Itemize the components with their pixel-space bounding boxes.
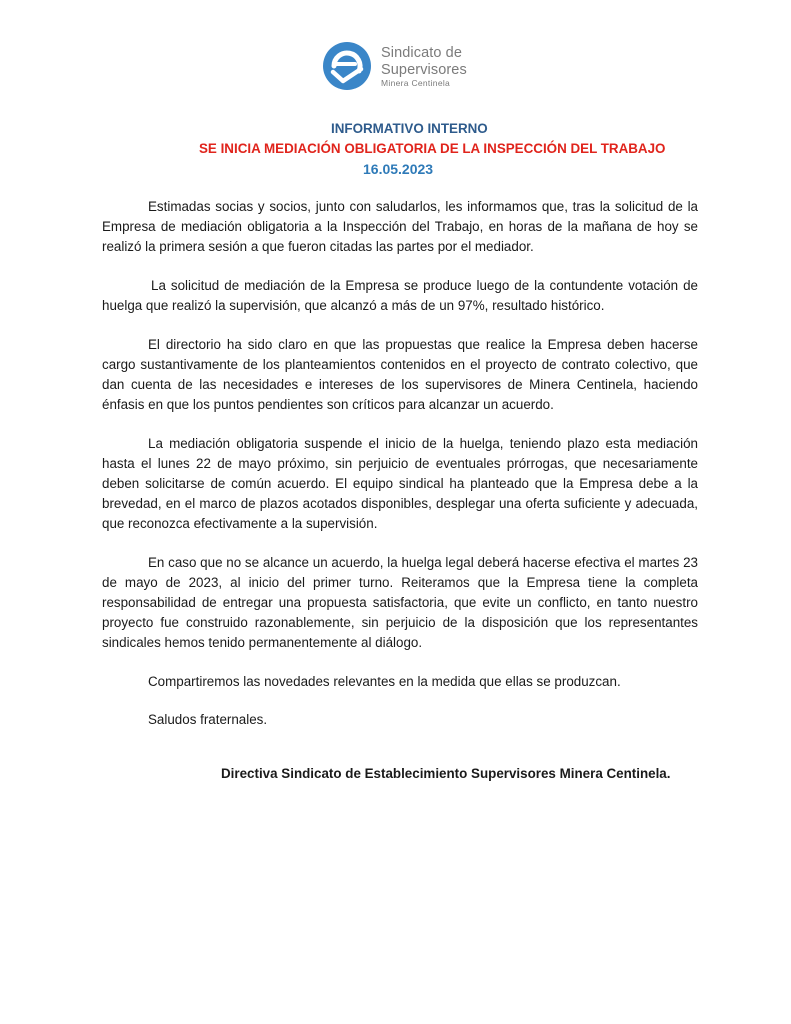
union-logo: [321, 40, 481, 96]
signature: Directiva Sindicato de Establecimiento Supervisores Minera Centinela.: [221, 766, 671, 781]
paragraph: La mediación obligatoria suspende el inicio de la huelga, teniendo plazo esta mediación hasta el lunes 22 de mayo próximo, sin perjuicio de eventuales prórrogas, que necesariamente deben solicitarse de común acuerdo. El equipo sindical ha planteado que la Empresa debe a la brevedad, en el marco de plazos acotados disponibles, desplegar una oferta suficiente y adecuada, que reconozca efectivamente a la supervisión.: [102, 436, 698, 531]
document-label: INFORMATIVO INTERNO: [331, 121, 488, 136]
document-body: [102, 197, 698, 748]
paragraph: El directorio ha sido claro en que las propuestas que realice la Empresa deben hacerse cargo sustantivamente de los planteamientos contenidos en el proyecto de contrato colectivo, que dan cuenta de las necesidades e intereses de los supervisores de Minera Centinela, haciendo énfasis en que los puntos pendientes son críticos para alcanzar un acuerdo.: [102, 337, 698, 412]
paragraph: La solicitud de mediación de la Empresa se produce luego de la contundente votación de huelga que realizó la supervisión, que alcanzó a más de un 97%, resultado histórico.: [102, 278, 698, 313]
logo-line-3: Minera Centinela: [381, 78, 451, 88]
paragraph: En caso que no se alcance un acuerdo, la huelga legal deberá hacerse efectiva el martes 23 de mayo de 2023, al inicio del primer turno. Reiteramos que la Empresa tiene la completa responsabilidad de entregar una propuesta satisfactoria, que evite un conflicto, en tanto nuestro proyecto fue construido razonablemente, sin perjuicio de la disposición que los representantes sindicales hemos tenido permanentemente al diálogo.: [102, 555, 698, 650]
document-title: SE INICIA MEDIACIÓN OBLIGATORIA DE LA INSPECCIÓN DEL TRABAJO: [199, 141, 666, 156]
logo-line-1: Sindicato de: [381, 45, 463, 61]
closing-greeting: Saludos fraternales.: [148, 712, 268, 727]
logo-line-2: Supervisores: [381, 61, 467, 78]
union-logo-icon: [321, 40, 373, 92]
paragraph: Compartiremos las novedades relevantes en la medida que ellas se produzcan.: [148, 674, 621, 689]
document-date: 16.05.2023: [363, 161, 434, 177]
union-logo-text: [381, 46, 467, 88]
paragraph: Estimadas socias y socios, junto con saludarlos, les informamos que, tras la solicitud de la Empresa de mediación obligatoria a la Inspección del Trabajo, en horas de la mañana de hoy se realizó la primera sesión a que fueron citadas las partes por el mediador.: [102, 199, 698, 254]
